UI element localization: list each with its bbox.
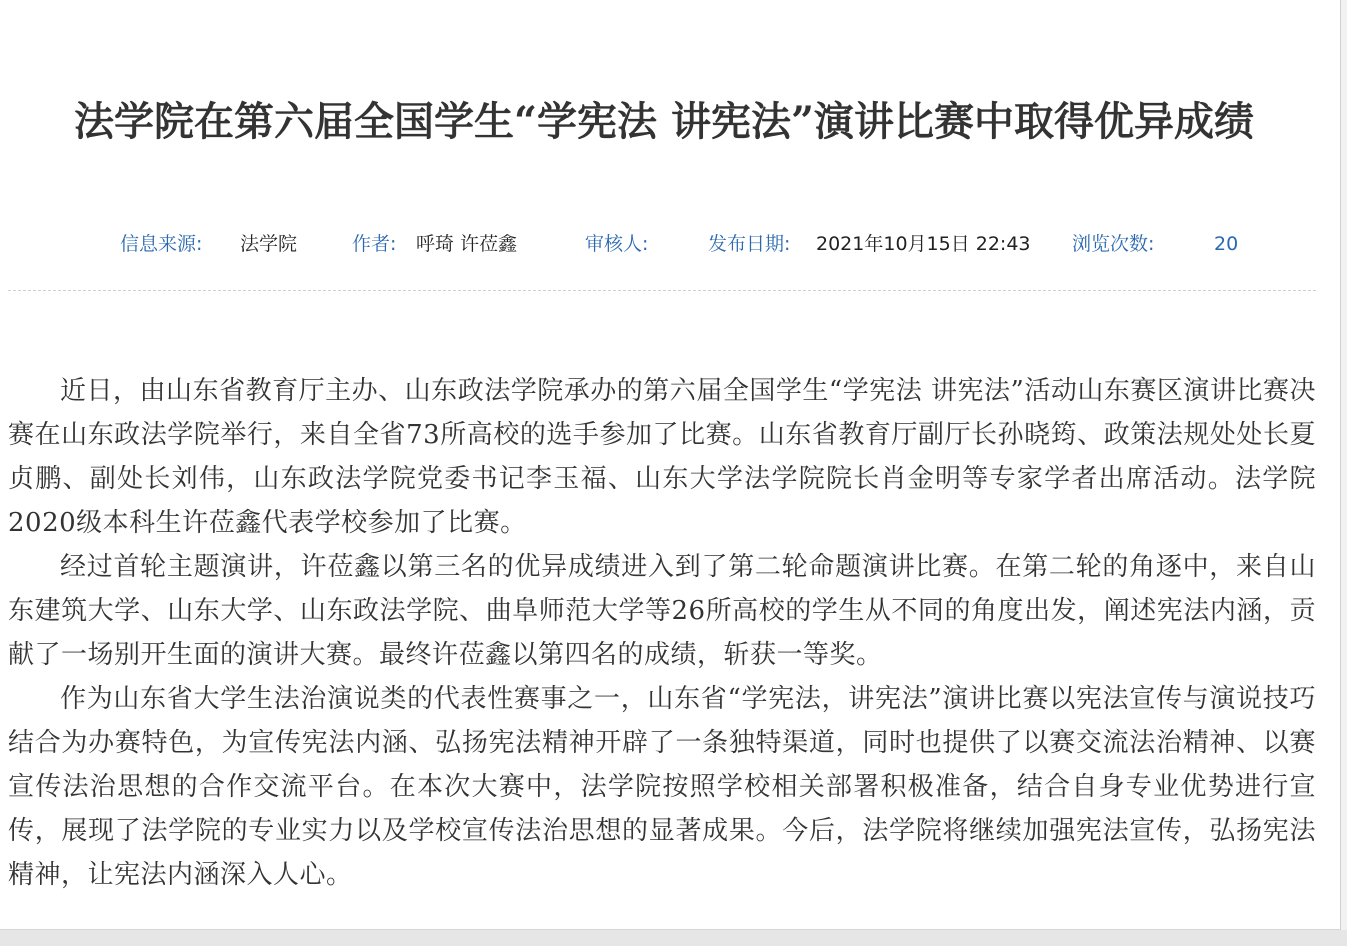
author-value: 呼琦 许莅鑫 xyxy=(416,233,518,255)
source-value: 法学院 xyxy=(240,233,298,255)
date-value: 2021年10月15日 22:43 xyxy=(816,233,1031,255)
source-label: 信息来源: xyxy=(120,233,203,255)
paragraph: 经过首轮主题演讲，许莅鑫以第三名的优异成绩进入到了第二轮命题演讲比赛。在第二轮的角逐中，来自山东建筑大学、山东大学、山东政法学院、曲阜师范大学等26所高校的学生从不同的角度出发，阐述宪法内涵，贡献了一场别开生面的演讲大赛。最终许莅鑫以第四名的成绩，斩获一等奖。 xyxy=(8,552,1316,670)
views-value: 20 xyxy=(1214,233,1239,255)
window-edge-bottom xyxy=(0,930,1347,946)
paragraph: 近日，由山东省教育厅主办、山东政法学院承办的第六届全国学生“学宪法 讲宪法”活动山东赛区演讲比赛决赛在山东政法学院举行，来自全省73所高校的选手参加了比赛。山东省教育厅副厅长孙晓筠、政策法规处处长夏贞鹏、副处长刘伟，山东政法学院党委书记李玉福、山东大学法学院院长肖金明等专家学者出席活动。法学院2020级本科生许莅鑫代表学校参加了比赛。 xyxy=(8,376,1316,538)
article-body xyxy=(8,369,1316,897)
article-meta xyxy=(0,226,1341,262)
window-edge-right xyxy=(1341,0,1347,946)
article-title: 法学院在第六届全国学生“学宪法 讲宪法”演讲比赛中取得优异成绩 xyxy=(74,98,1254,145)
date-label: 发布日期: xyxy=(708,233,791,255)
paragraph: 作为山东省大学生法治演说类的代表性赛事之一，山东省“学宪法，讲宪法”演讲比赛以宪法宣传与演说技巧结合为办赛特色，为宣传宪法内涵、弘扬宪法精神开辟了一条独特渠道，同时也提供了以赛交流法治精神、以赛宣传法治思想的合作交流平台。在本次大赛中，法学院按照学校相关部署积极准备，结合自身专业优势进行宣传，展现了法学院的专业实力以及学校宣传法治思想的显著成果。今后，法学院将继续加强宪法宣传，弘扬宪法精神，让宪法内涵深入人心。 xyxy=(8,684,1316,890)
views-label: 浏览次数: xyxy=(1072,233,1155,255)
reviewer-label: 审核人: xyxy=(585,233,649,255)
meta-divider xyxy=(8,290,1316,291)
author-label: 作者: xyxy=(352,233,397,255)
